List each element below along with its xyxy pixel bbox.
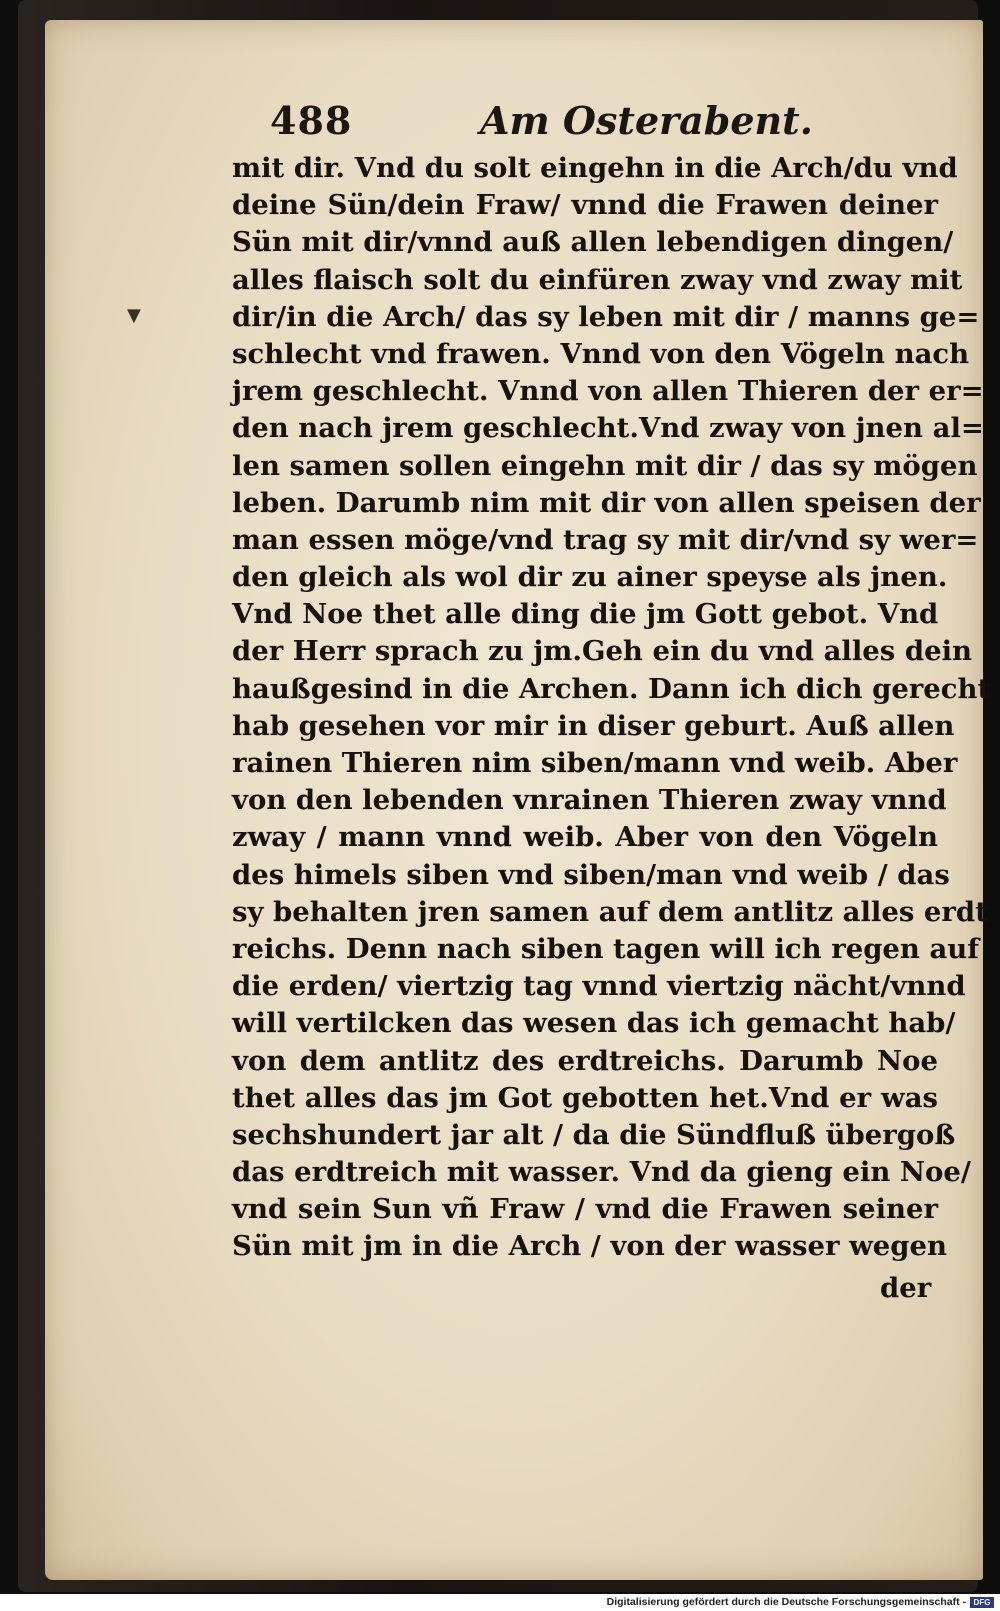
text-line: dir/in die Arch/ das sy leben mit dir / manns ge=	[232, 300, 980, 333]
footer-bar	[0, 1594, 1000, 1611]
text-line: das erdtreich mit wasser. Vnd da gieng ein Noe/	[232, 1156, 971, 1189]
text-line: reichs. Denn nach siben tagen will ich regen auf	[232, 932, 980, 965]
text-line: schlecht vnd frawen. Vnnd von den Vögeln nach	[232, 337, 970, 370]
running-head: Am Osterabent.	[480, 98, 813, 143]
catchword: der	[880, 1272, 932, 1304]
page-header	[270, 98, 830, 158]
funding-credit: Digitalisierung gefördert durch die Deutsche Forschungsgemeinschaft -	[606, 1596, 966, 1608]
text-line: deine Sün/dein Fraw/ vnnd die Frawen deiner	[232, 189, 938, 222]
text-line: thet alles das jm Got gebotten het.Vnd er was	[232, 1081, 938, 1114]
text-line: hab gesehen vor mir in diser geburt. Auß allen	[232, 709, 955, 742]
text-line: mit dir. Vnd du solt eingehn in die Arch/du vnd	[232, 152, 958, 184]
text-line: zway / mann vnnd weib. Aber von den Vögeln	[232, 821, 938, 854]
text-line: sy behalten jren samen auf dem antlitz alles erdt	[232, 895, 988, 928]
text-line: den nach jrem geschlecht.Vnd zway von jnen al=	[232, 412, 984, 445]
text-line: man essen möge/vnd trag sy mit dir/vnd sy wer=	[232, 523, 979, 556]
text-line: von dem antlitz des erdtreichs. Darumb Noe	[232, 1044, 938, 1077]
text-block	[232, 150, 991, 1266]
text-line: will vertilcken das wesen das ich gemacht hab/	[232, 1007, 956, 1040]
text-line: len samen sollen eingehn mit dir / das sy mögen	[232, 449, 978, 482]
page-number: 488	[270, 98, 353, 143]
text-line: vnd sein Sun vñ Fraw / vnd die Frawen seiner	[232, 1193, 938, 1226]
text-line: die erden/ viertzig tag vnnd viertzig nächt/vnnd	[232, 970, 966, 1003]
text-line: alles flaisch solt du einfüren zway vnd zway mit	[232, 263, 963, 296]
text-line: rainen Thieren nim siben/mann vnd weib. Aber	[232, 747, 958, 779]
text-line: Sün mit dir/vnnd auß allen lebendigen dingen/	[232, 226, 954, 259]
text-line: sechshundert jar alt / da die Sündfluß übergoß	[232, 1118, 956, 1151]
text-line: der Herr sprach zu jm.Geh ein du vnd alles dein	[232, 635, 973, 668]
text-line: des himels siben vnd siben/man vnd weib / das	[232, 858, 950, 891]
margin-mark: ▼	[127, 305, 141, 326]
text-line: von den lebenden vnrainen Thieren zway vnnd	[232, 784, 947, 817]
text-line: haußgesind in die Archen. Dann ich dich gerecht	[232, 672, 991, 705]
dfg-logo: DFG	[970, 1597, 994, 1608]
text-line: jrem geschlecht. Vnnd von allen Thieren der er=	[232, 375, 984, 408]
text-line: den gleich als wol dir zu ainer speyse als jnen.	[232, 561, 948, 594]
text-line: leben. Darumb nim mit dir von allen speisen der	[232, 486, 981, 519]
text-line: Sün mit jm in die Arch / von der wasser wegen	[232, 1230, 947, 1263]
text-line: Vnd Noe thet alle ding die jm Gott gebot. Vnd	[232, 598, 939, 631]
